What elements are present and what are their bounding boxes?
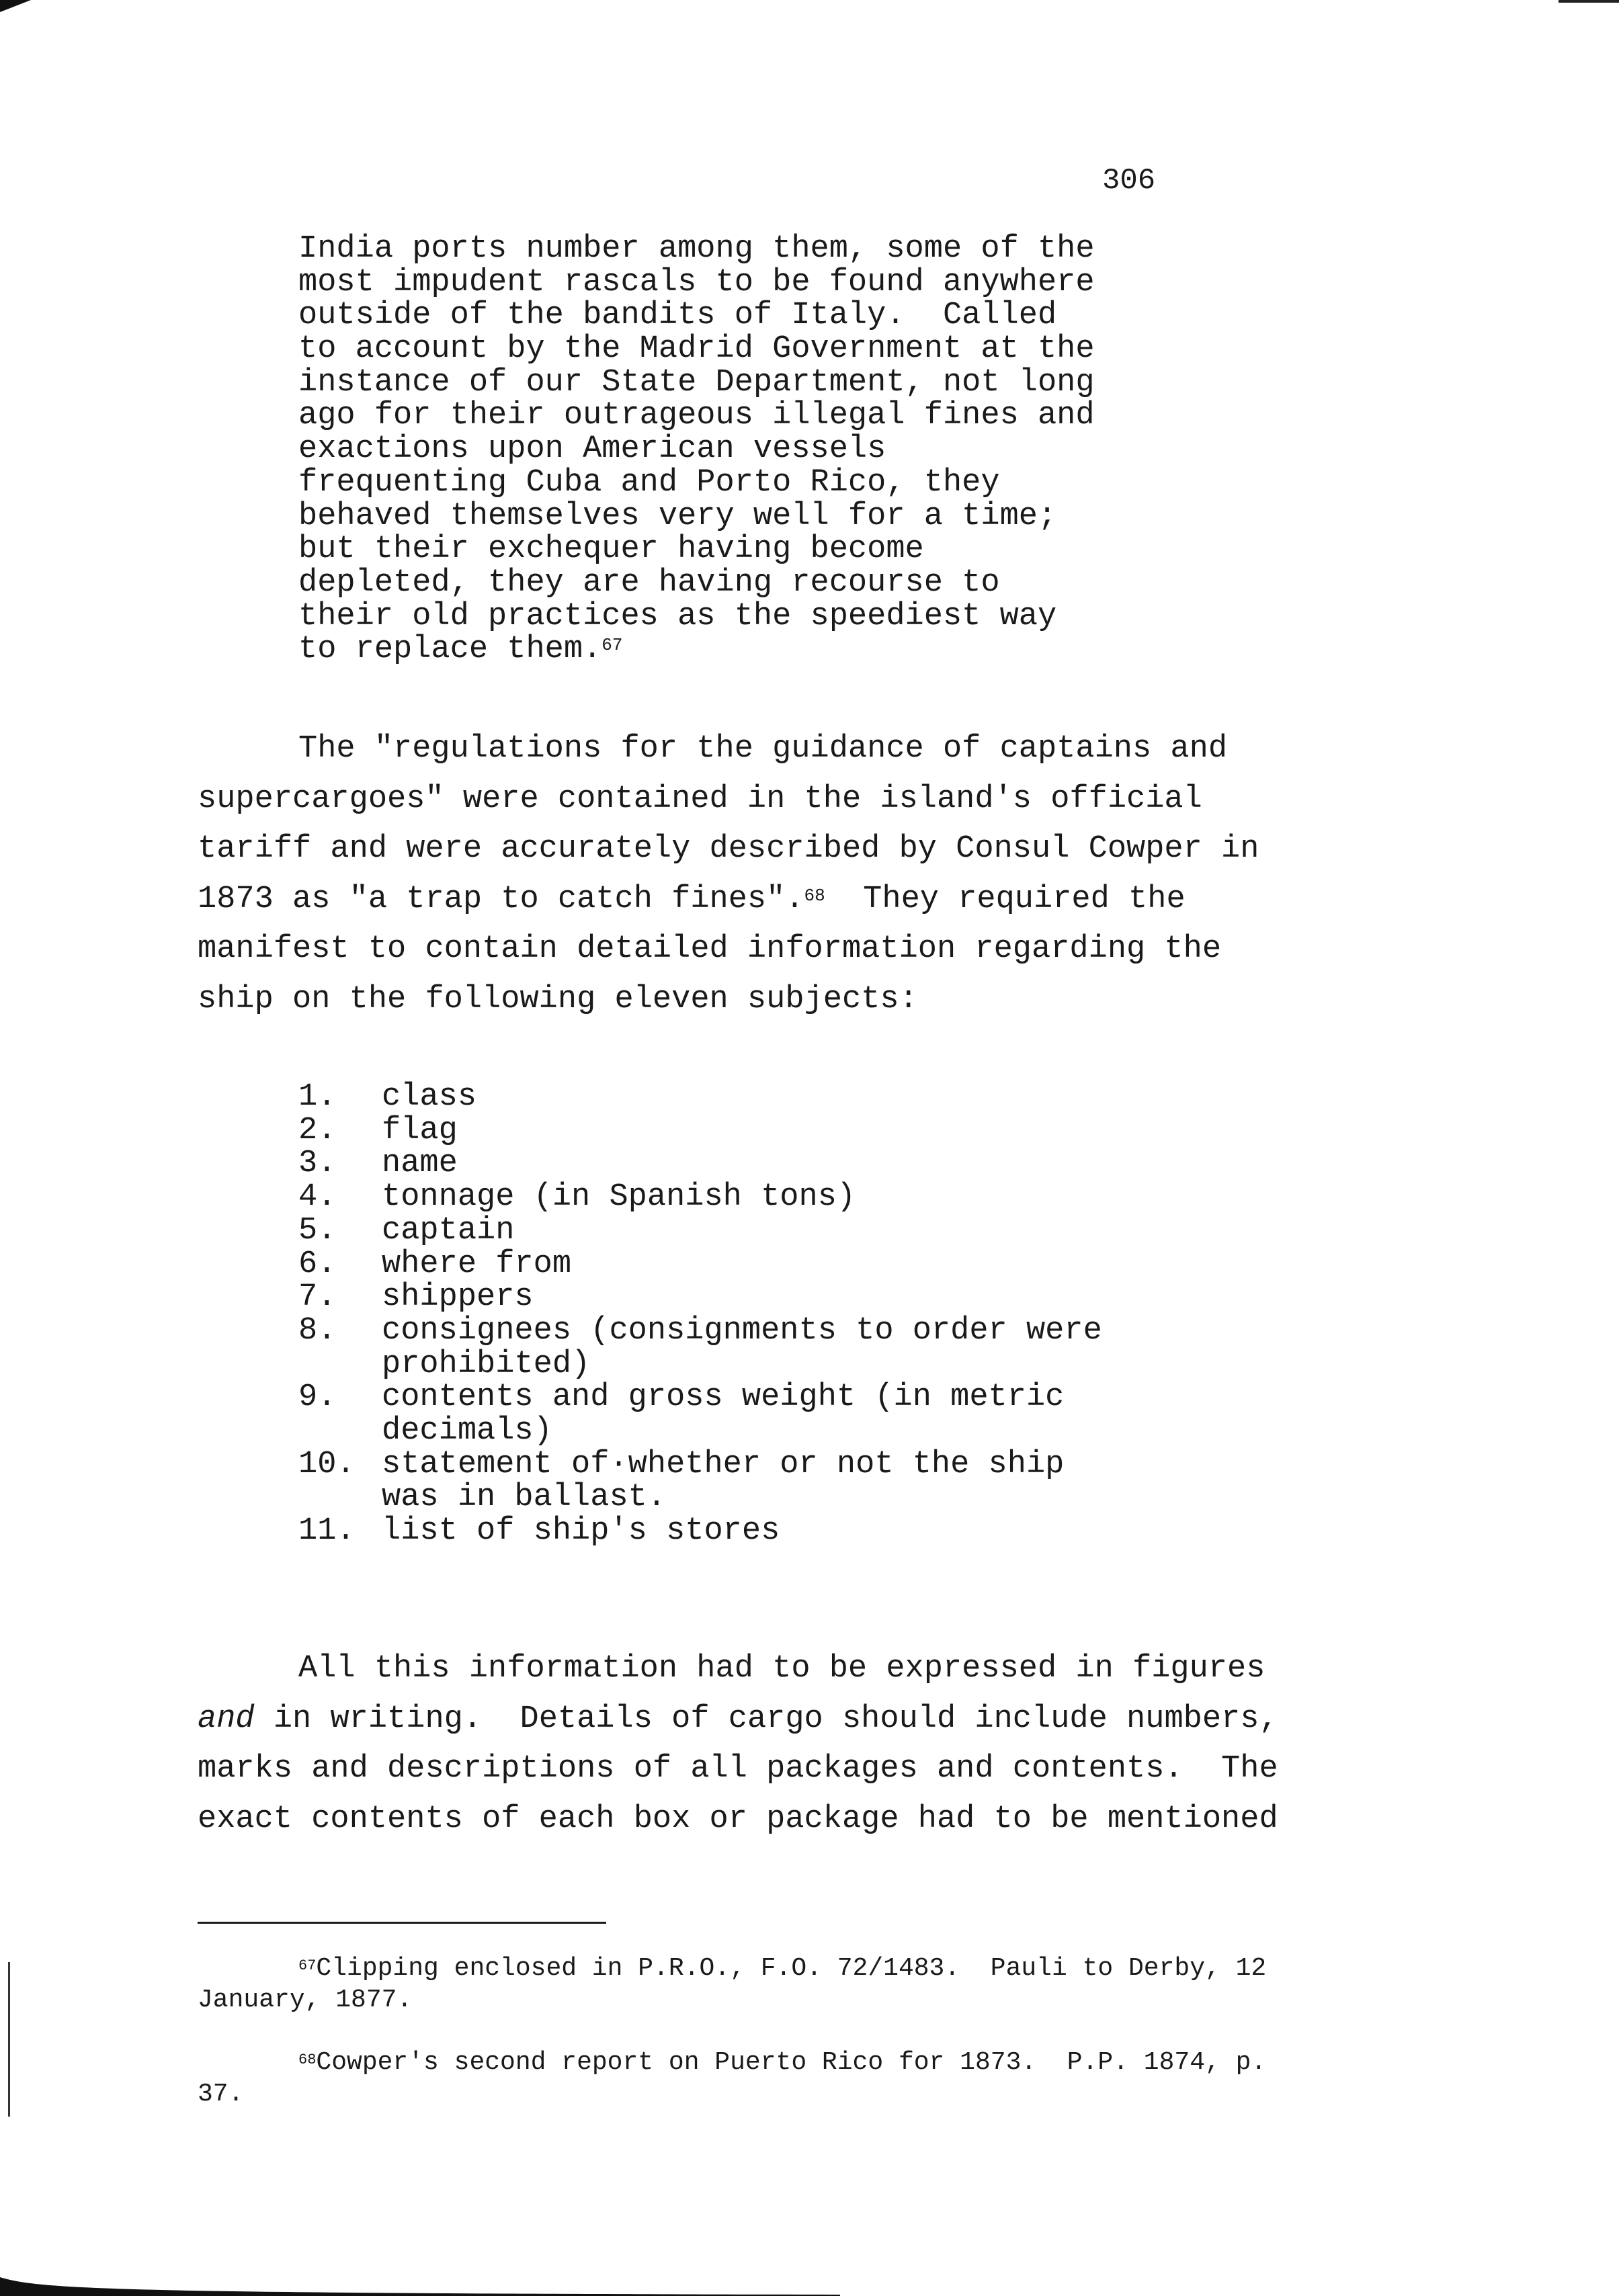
list-number: 11. [298,1513,356,1549]
quote-line: behaved themselves very well for a time; [298,498,1057,534]
footnote-line: 37. [198,2080,244,2109]
paragraph-line: tariff and were accurately described by Consul Cowper in [198,831,1259,867]
list-number: 4. [298,1179,337,1216]
scan-corner-mark [1559,0,1619,3]
list-text: name [382,1146,458,1182]
paragraph-line: marks and descriptions of all packages and contents. The [198,1751,1278,1787]
footnote-line [198,1953,1394,1984]
footnote-line [198,2047,1394,2078]
list-item [298,1080,1239,1114]
subject-list [298,1080,1239,1548]
footnote-ref-68[interactable]: 68 [804,885,825,906]
list-number: 5. [298,1212,337,1248]
quote-line-last [298,633,1199,667]
block-quote [298,232,1199,667]
list-item [298,1147,1239,1181]
page-number: 306 [1102,164,1156,198]
quote-line: depleted, they are having recourse to [298,564,1000,601]
quote-line: exactions upon American vessels [298,431,886,468]
list-text: statement of·whether or not the ship [382,1446,1065,1482]
list-number: 9. [298,1379,337,1416]
footnote-ref-67[interactable]: 67 [601,635,623,656]
quote-line: their old practices as the speediest way [298,598,1057,634]
paragraph-line: The "regulations for the guidance of captains and [298,731,1228,767]
quote-line: instance of our State Department, not long [298,364,1095,400]
paragraph-line [198,875,1354,925]
list-number: 3. [298,1146,337,1182]
list-number: 8. [298,1312,337,1349]
paragraph-line: exact contents of each box or package had to be mentioned [198,1801,1278,1837]
paragraph-line [198,1695,1354,1745]
list-number: 2. [298,1112,337,1148]
list-text: list of ship's stores [382,1513,780,1549]
emphasis-text: and [198,1701,255,1737]
quote-text: to replace them. [298,632,602,668]
list-item [298,1214,1239,1248]
footnote-68 [198,2047,1394,2110]
quote-line: but their exchequer having become [298,532,924,568]
list-text: was in ballast. [382,1480,667,1516]
list-text: tonnage (in Spanish tons) [382,1179,856,1216]
paragraph-text: They required the [825,881,1186,917]
quote-line: India ports number among them, some of the [298,231,1095,267]
list-item [298,1248,1239,1281]
list-item [298,1381,1239,1447]
list-item [298,1448,1239,1515]
list-number: 10. [298,1446,356,1482]
list-text: consignees (consignments to order were [382,1312,1102,1349]
scan-edge-shadow [0,2277,840,2296]
paragraph-line: All this information had to be expressed in figures [298,1651,1265,1687]
quote-line: ago for their outrageous illegal fines and [298,398,1095,434]
list-item [298,1314,1239,1381]
list-text: shippers [382,1279,534,1316]
list-text: prohibited) [382,1346,591,1382]
paragraph-line: ship on the following eleven subjects: [198,981,918,1017]
footnote-divider [198,1922,606,1924]
paragraph-text: in writing. Details of cargo should include numbers, [254,1701,1278,1737]
list-text: captain [382,1212,515,1248]
quote-line: outside of the bandits of Italy. Called [298,298,1057,334]
list-text: contents and gross weight (in metric [382,1379,1065,1416]
paragraph-text: 1873 as "a trap to catch fines". [198,881,804,917]
list-text: class [382,1079,477,1115]
list-number: 7. [298,1279,337,1316]
scan-margin-line [8,1962,10,2117]
quote-line: most impudent rascals to be found anywhere [298,264,1095,300]
quote-line: to account by the Madrid Government at the [298,331,1095,368]
paragraph-regulations [198,724,1354,1025]
footnote-mark: 68 [298,2051,317,2068]
list-number: 6. [298,1246,337,1282]
list-item [298,1114,1239,1148]
paragraph-information [198,1644,1354,1844]
list-text: flag [382,1112,458,1148]
footnote-line: January, 1877. [198,1986,413,2014]
quote-line: frequenting Cuba and Porto Rico, they [298,464,1000,501]
list-item [298,1515,1239,1548]
footnote-text: Cowper's second report on Puerto Rico for 1873. P.P. 1874, p. [316,2048,1267,2077]
paragraph-line: supercargoes" were contained in the island's official [198,781,1202,817]
list-text: decimals) [382,1412,552,1449]
list-item [298,1181,1239,1214]
footnote-text: Clipping enclosed in P.R.O., F.O. 72/1483. Pauli to Derby, 12 [316,1954,1267,1983]
list-text: where from [382,1246,572,1282]
list-item [298,1281,1239,1314]
list-number: 1. [298,1079,337,1115]
footnote-67 [198,1953,1394,2016]
paragraph-line: manifest to contain detailed information regarding the [198,931,1222,968]
scan-corner-mark [0,0,31,12]
footnote-mark: 67 [298,1957,317,1974]
